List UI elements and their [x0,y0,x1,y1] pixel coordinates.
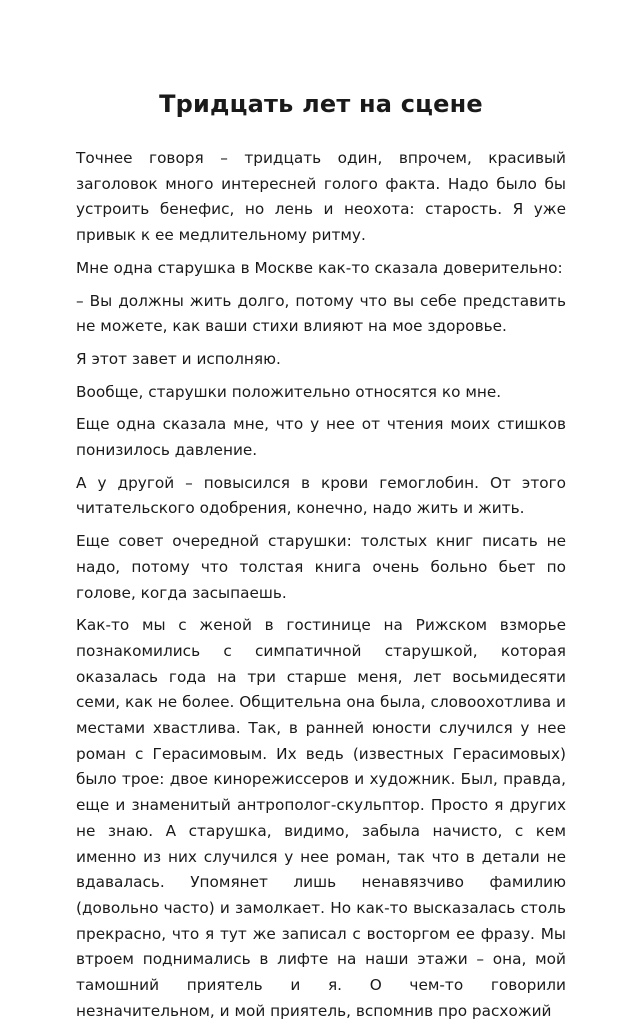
paragraph: – Вы должны жить долго, потому что вы себе представить не можете, как ваши стихи влияют на мое здоровье. [76,291,566,336]
paragraph: Вообще, старушки положительно относятся ко мне. [76,382,502,401]
chapter-title: Тридцать лет на сцене [159,90,483,118]
paragraph: Еще совет очередной старушки: толстых книг писать не надо, потому что толстая книга очень больно бьет по голове, когда засыпаешь. [76,532,566,602]
paragraph: Еще одна сказала мне, что у нее от чтения моих стишков понизилось давление. [76,415,566,460]
body-text [76,146,566,1025]
paragraph: А у другой – повысился в крови гемоглобин. От этого читательского одобрения, конечно, надо жить и жить. [76,473,566,518]
paragraph: Как-то мы с женой в гостинице на Рижском взморье познакомились с симпатичной старушкой, которая оказалась года на три старше меня, лет восьмидесяти семи, как не более. Общительна она была, словоохотлива и местами хвастлива. Так, в ранней юности случился у нее роман с Герасимовым. Их ведь (известных Герасимовых) было трое: двое кинорежиссеров и художник. Был, правда, еще и знаменитый антрополог-скульптор. Просто я других не знаю. А старушка, видимо, забыла начисто, с кем именно из них случился у нее роман, так что в детали не вдавалась. Упомянет лишь ненавязчиво фамилию (довольно часто) и замолкает. Но как-то высказалась столь прекрасно, что я тут же записал с восторгом ее фразу. Мы втроем поднимались в лифте на наши этажи – она, мой тамошний приятель и я. О чем-то говорили незначительном, и мой приятель, вспомнив про расхожий [76,616,566,1020]
paragraph: Я этот завет и исполняю. [76,349,281,368]
paragraph: Мне одна старушка в Москве как-то сказала доверительно: [76,258,563,277]
book-page [76,0,566,1032]
paragraph: Точнее говоря – тридцать один, впрочем, красивый заголовок много интересней голого факта. Надо было бы устроить бенефис, но лень и неохота: старость. Я уже привык к ее медлительному ритму. [76,149,566,245]
